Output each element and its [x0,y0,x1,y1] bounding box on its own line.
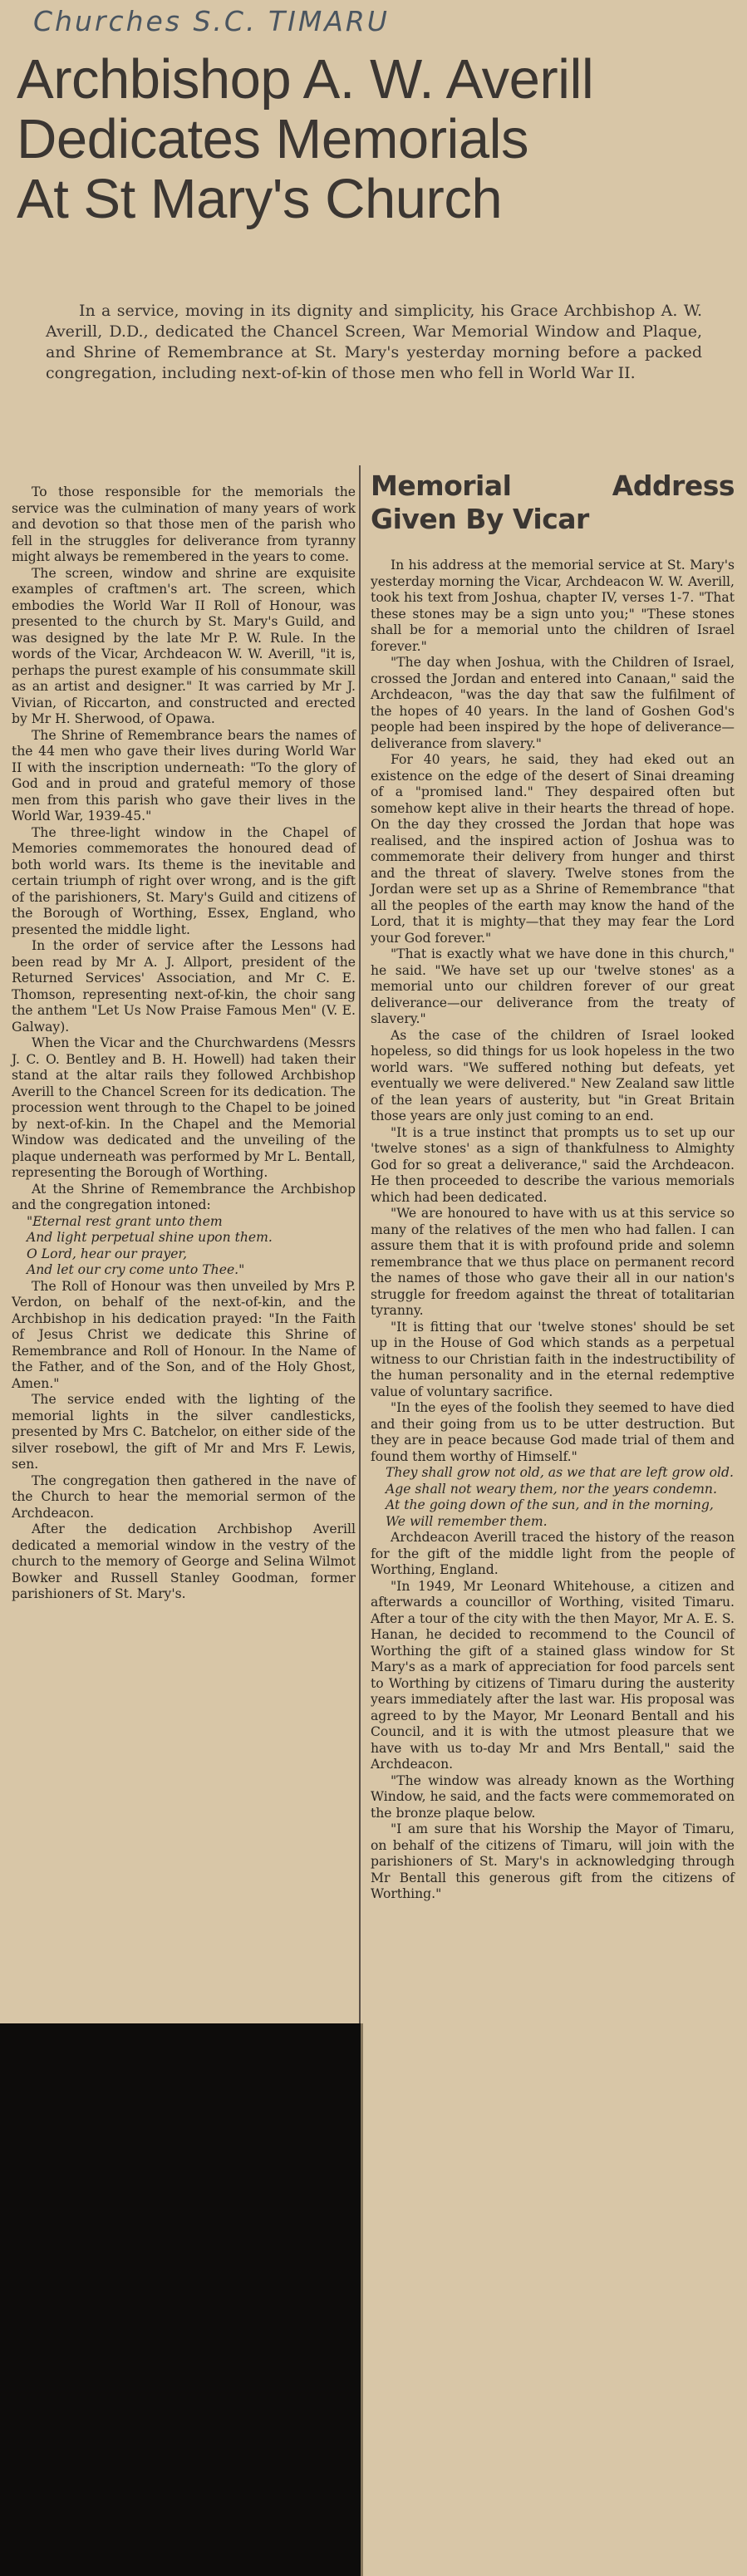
column-rule [359,465,361,2023]
paragraph: "In the eyes of the foolish they seemed to have died and their going from us to be utter destruction. But they are in peace because God made trial of them and found them worthy of Himself." [371,1400,735,1464]
verse-line: And light perpetual shine upon them. [27,1230,273,1245]
verse-line: Age shall not weary them, nor the years condemn. [386,1481,717,1497]
paragraph: The service ended with the lighting of the memorial lights in the silver candlesticks, presented by Mrs C. Batchelor, on either side of the silver rosebowl, the gift of Mr and Mrs F. Lewis, sen. [12,1392,356,1472]
paragraph: The Roll of Honour was then unveiled by Mrs P. Verdon, on behalf of the next-of-kin, and the Archbishop in his dedication prayed: "In the Faith of Jesus Christ we dedicate this Shrine of Remembrance and Roll of Honour. In the Name of the Father, and of the Son, and of the Holy Ghost, Amen." [12,1278,356,1391]
handwritten-annotation: Churches S.C. TIMARU [33,5,390,37]
paragraph: "I am sure that his Worship the Mayor of Timaru, on behalf of the citizens of Timaru, will join with the parishioners of St. Mary's in acknowledging through Mr Bentall this generous gift from the citizens of Worthing." [371,1821,735,1901]
verse-line: And let our cry come unto Thee." [27,1262,245,1277]
paragraph: The congregation then gathered in the nave of the Church to hear the memorial sermon of the Archdeacon. [12,1472,356,1521]
verse-line: We will remember them. [386,1513,548,1529]
intro-paragraph: In a service, moving in its dignity and simplicity, his Grace Archbishop A. W. Averill, D.D., dedicated the Chancel Screen, War Memorial Window and Plaque, and Shrine of Remembrance at St. Mary's yesterday morning before a packed congregation, including next-of-kin of those men who fell in World War II. [46,302,702,382]
headline-line: Archbishop A. W. Averill [17,48,594,111]
headline-line: At St Mary's Church [17,168,503,230]
paragraph: The screen, window and shrine are exquisite examples of craftmen's art. The screen, which embodies the World War II Roll of Honour, was presented to the church by St. Mary's Guild, and was designed by the late Mr P. W. Rule. In the words of the Vicar, Archdeacon W. W. Averill, "it is, perhaps the purest example of his consummate skill as an artist and designer." It was carried by Mr J. Vivian, of Riccarton, and constructed and erected by Mr H. Sherwood, of Opawa. [12,565,356,726]
headline [17,50,731,229]
paragraph: To those responsible for the memorials the service was the culmination of many years of work and devotion so that those men of the parish who fell in the struggles for deliverance from tyranny might always be remembered in the years to come. [12,484,356,564]
right-column [371,469,735,1903]
paragraph: "In 1949, Mr Leonard Whitehouse, a citizen and afterwards a councillor of Worthing, visited Timaru. After a tour of the city with the then Mayor, Mr A. E. S. Hanan, he decided to recommend to the Council of Worthing the gift of a stained glass window for St Mary's as a mark of appreciation for food parcels sent to Worthing by citizens of Timaru during the austerity years immediately after the last war. His proposal was agreed to by the Mayor, Mr Leonard Bentall and his Council, and it is with the utmost pleasure that we have with us to-day Mr and Mrs Bentall," said the Archdeacon. [371,1578,735,1772]
paragraph: "It is a true instinct that prompts us to set up our 'twelve stones' as a sign of thankfulness to Almighty God for so great a deliverance," said the Archdeacon. He then proceeded to describe the various memorials which had been dedicated. [371,1124,735,1205]
paragraph: "The window was already known as the Worthing Window, he said, and the facts were commemorated on the bronze plaque below. [371,1772,735,1821]
paragraph: Archdeacon Averill traced the history of the reason for the gift of the middle light from the people of Worthing, England. [371,1530,735,1577]
paragraph: For 40 years, he said, they had eked out an existence on the edge of the desert of Sinai dreaming of a "promised land." They despaired often but somehow kept alive in their hearts the thread of hope. On the day they crossed the Jordan that hope was realised, and the inspired action of Joshua was to commemorate their delivery from hunger and thirst and the threat of slavery. Twelve stones from the Jordan were set up as a Shrine of Remembrance "that all the peoples of the earth may know the hand of the Lord, that it is mighty—that they may fear the Lord your God forever." [371,752,735,946]
clipping-continuation [361,2023,747,2576]
paragraph: "We are honoured to have with us at this service so many of the relatives of the men who had fallen. I can assure them that it is with profound pride and solemn remembrance that we thus place on permanent record the names of those who gave their all in our nation's struggle for freedom against the threat of totalitarian tyranny. [371,1206,735,1318]
paragraph: "The day when Joshua, with the Children of Israel, crossed the Jordan and entered into Canaan," said the Archdeacon, "was the day that saw the fulfilment of the hopes of 40 years. In the land of Goshen God's people had been inspired by the hope of deliverance—deliverance from slavery." [371,655,735,751]
section-heading: Memorial Address Given By Vicar [371,469,735,535]
paragraph: "It is fitting that our 'twelve stones' should be set up in the House of God which stands as a perpetual witness to our Christian faith in the indestructibility of the human personality and in the eternal redemptive value of voluntary sacrifice. [371,1319,735,1399]
verse-line: They shall grow not old, as we that are left grow old. [386,1465,734,1480]
headline-line: Dedicates Memorials [17,108,529,170]
verse-line: "Eternal rest grant unto them [27,1213,223,1229]
paragraph: After the dedication Archbishop Averill dedicated a memorial window in the vestry of the church to the memory of George and Selina Wilmot Bowker and Russell Stanley Goodman, former parishioners of St. Mary's. [12,1522,356,1601]
paragraph: At the Shrine of Remembrance the Archbishop and the congregation intoned: [12,1181,356,1212]
verse-line: O Lord, hear our prayer, [27,1246,188,1261]
paragraph: In his address at the memorial service at St. Mary's yesterday morning the Vicar, Archdeacon W. W. Averill, took his text from Joshua, chapter IV, verses 1-7. "That these stones may be a sign unto you;" "These stones shall be for a memorial unto the children of Israel forever." [371,558,735,654]
paragraph: "That is exactly what we have done in this church," he said. "We have set up our 'twelve stones' as a memorial unto our children forever of our great deliverance—our deliverance from the treaty of slavery." [371,946,735,1026]
paragraph: The Shrine of Remembrance bears the names of the 44 men who gave their lives during World War II with the inscription underneath: "To the glory of God and in proud and grateful memory of those men from this parish who gave their lives in the World War, 1939-45." [12,727,356,823]
paragraph: The three-light window in the Chapel of Memories commemorates the honoured dead of both world wars. Its theme is the inevitable and certain triumph of right over wrong, and is the gift of the parishioners, St. Mary's Guild and citizens of the Borough of Worthing, Essex, England, who presented the middle light. [12,824,356,937]
left-column [12,484,356,1603]
paragraph: When the Vicar and the Churchwardens (Messrs J. C. O. Bentley and B. H. Howell) had taken their stand at the altar rails they followed Archbishop Averill to the Chancel Screen for its dedication. The procession went through to the Chapel to be joined by next-of-kin. In the Chapel and the Memorial Window was dedicated and the unveiling of the plaque underneath was performed by Mr L. Bentall, representing the Borough of Worthing. [12,1035,356,1180]
clipping-seam [361,2023,363,2576]
paragraph: As the case of the children of Israel looked hopeless, so did things for us look hopeless in the two world wars. "We suffered nothing but defeats, yet eventually we were delivered." New Zealand saw little of the lean years of austerity, but "in Great Britain those years are only just coming to an end. [371,1027,735,1123]
verse-line: At the going down of the sun, and in the morning, [386,1497,714,1512]
paragraph: In the order of service after the Lessons had been read by Mr A. J. Allport, president of the Returned Services' Association, and Mr C. E. Thomson, representing next-of-kin, the choir sang the anthem "Let Us Now Praise Famous Men" (V. E. Galway). [12,938,356,1035]
